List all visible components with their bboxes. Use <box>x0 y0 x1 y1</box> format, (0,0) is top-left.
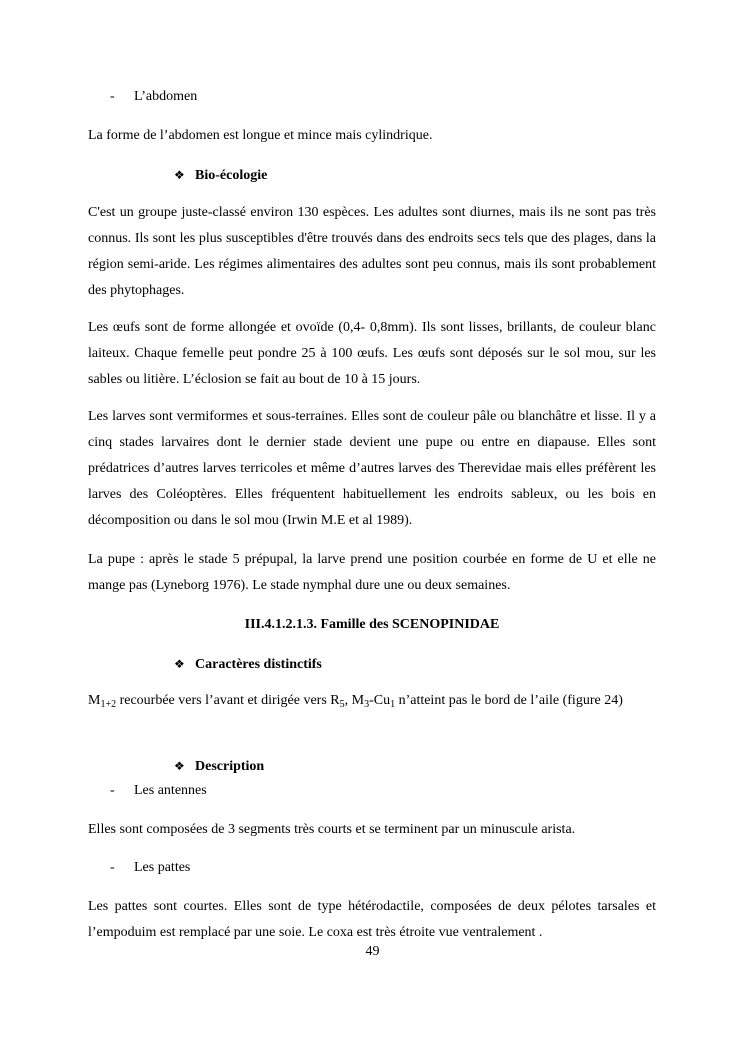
pattes-item-label: Les pattes <box>134 860 191 875</box>
bio-paragraph-1: C'est un groupe juste-classé environ 130 espèces. Les adultes sont diurnes, mais ils ne sont pas très connus. Ils sont les plus susceptibles d'être trouvés dans des endroits secs tels que des plages, dans la région semi-aride. Les régimes alimentaires des adultes sont peu connus, mais ils sont probablement des phytophages. <box>88 205 656 298</box>
vein-m3-subscript: 3 <box>364 699 370 710</box>
bio-paragraph-4: La pupe : après le stade 5 prépupal, la larve prend une position courbée en forme de U et elle ne mange pas (Lyneborg 1976). Le stade nymphal dure une ou deux semaines. <box>88 552 656 593</box>
abdomen-bullet: - <box>110 89 115 104</box>
vein-m-subscript: 1+2 <box>100 699 117 710</box>
pattes-bullet: - <box>110 860 115 875</box>
bioecologie-heading-label: Bio-écologie <box>195 168 268 183</box>
vein-r-subscript: 5 <box>339 699 345 710</box>
bio-paragraph-3: Les larves sont vermiformes et sous-terraines. Elles sont de couleur pâle ou blanchâtre et lisse. Il y a cinq stades larvaires dont le dernier stade devient une pupe ou entre en diapause. Elles sont prédatrices d’autres larves terricoles et même d’autres larves des Therevidae mais elles préfèrent les larves des Coléoptères. Elles fréquentent habituellement les endroits sableux, ou les bois en décomposition ou dans le sol mou (Irwin M.E et al 1989). <box>88 409 656 528</box>
antennes-item-label: Les antennes <box>134 783 207 798</box>
caracteres-heading-label: Caractères distinctifs <box>195 657 322 672</box>
caracteres-paragraph <box>88 688 656 714</box>
bioecologie-heading <box>174 166 267 185</box>
bio-paragraph-2: Les œufs sont de forme allongée et ovoïde (0,4- 0,8mm). Ils sont lisses, brillants, de couleur blanc laiteux. Chaque femelle peut pondre 25 à 100 œufs. Les œufs sont déposés sur le sol mou, sur les sables ou litière. L’éclosion se fait au bout de 10 à 15 jours. <box>88 320 656 387</box>
caracteres-text-part1: recourbée vers l’avant et dirigée vers R <box>116 693 340 708</box>
vein-cu-subscript: 1 <box>390 699 396 710</box>
antennes-bullet: - <box>110 783 115 798</box>
caracteres-text-part3: -Cu <box>369 693 391 708</box>
vein-m-label: M <box>88 693 101 708</box>
page-number: 49 <box>365 944 380 959</box>
pattes-paragraph: Les pattes sont courtes. Elles sont de type hétérodactile, composées de deux pélotes tarsales et l’empoduim est remplacé par une soie. Le coxa est très étroite vue ventralement . <box>88 899 656 940</box>
description-heading-label: Description <box>195 759 265 774</box>
description-heading <box>174 757 264 776</box>
caracteres-text-part2: , M <box>344 693 365 708</box>
family-title: III.4.1.2.1.3. Famille des SCENOPINIDAE <box>244 617 500 632</box>
caracteres-heading <box>174 655 322 674</box>
diamond-bullet-icon: ❖ <box>174 657 185 671</box>
diamond-bullet-icon: ❖ <box>174 759 185 773</box>
caracteres-text-part4: n’atteint pas le bord de l’aile (figure 24) <box>395 693 623 708</box>
antennes-paragraph: Elles sont composées de 3 segments très courts et se terminent par un minuscule arista. <box>88 822 576 837</box>
diamond-bullet-icon: ❖ <box>174 168 185 182</box>
abdomen-paragraph: La forme de l’abdomen est longue et mince mais cylindrique. <box>88 128 433 143</box>
abdomen-item-label: L’abdomen <box>134 89 198 104</box>
